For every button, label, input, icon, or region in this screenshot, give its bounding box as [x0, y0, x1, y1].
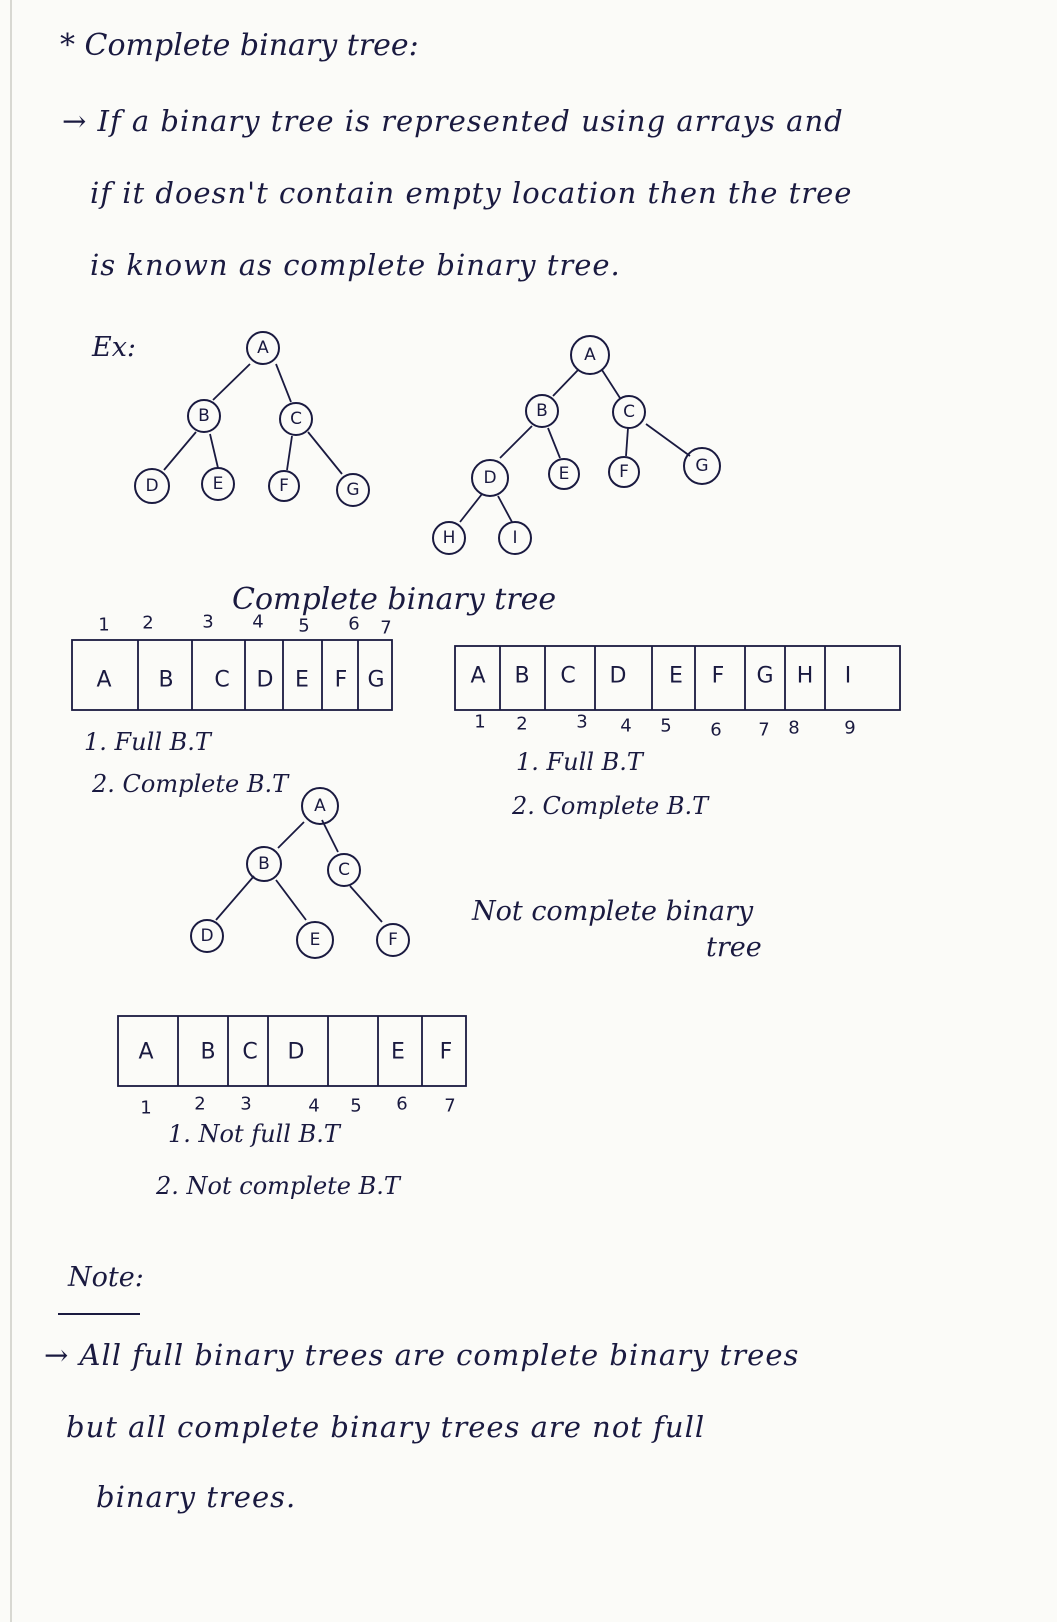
tree-1: [135, 332, 369, 506]
array-index: 1: [474, 711, 486, 733]
array-cell: H: [796, 663, 814, 689]
array-index: 5: [660, 715, 672, 737]
tree-2-node: [549, 459, 579, 489]
array-index: 6: [348, 613, 360, 635]
tree-1-node: [280, 403, 312, 435]
array-index: 7: [380, 617, 392, 639]
tree-3-node: [297, 922, 333, 958]
edge: [322, 820, 338, 852]
tree-2-node: [526, 395, 558, 427]
node-label: D: [145, 476, 159, 496]
edge: [498, 496, 512, 522]
array-cell: F: [711, 663, 725, 689]
array-index: 3: [576, 711, 588, 733]
tree-3-node: [328, 854, 360, 886]
edge: [350, 886, 382, 922]
node-label: A: [257, 338, 269, 358]
array-index: 1: [140, 1097, 152, 1119]
array-index: 3: [240, 1093, 252, 1115]
array-index: 6: [710, 719, 722, 741]
edge: [287, 436, 292, 470]
array-cell: D: [609, 663, 627, 689]
node-label: B: [198, 406, 210, 426]
tree-2-node: [613, 396, 645, 428]
definition-line-1: → If a binary tree is represented using arrays and: [62, 104, 844, 138]
tree-2-node: [472, 460, 508, 496]
node-label: D: [483, 468, 497, 488]
array-cell: E: [295, 667, 309, 693]
array-2: [455, 646, 900, 741]
array-cell: B: [514, 663, 530, 689]
section-caption: Complete binary tree: [232, 582, 557, 617]
edge: [602, 370, 620, 398]
array-index: 4: [252, 611, 264, 633]
node-label: E: [558, 464, 570, 484]
tree-1-prop-1: 1. Full B.T: [84, 728, 211, 756]
tree-2: [433, 336, 720, 554]
definition-line-2: if it doesn't contain empty location then the tree: [90, 176, 853, 210]
tree-1-node: [188, 400, 220, 432]
array-index: 6: [396, 1093, 408, 1115]
array-cell: B: [158, 667, 174, 693]
node-label: A: [584, 345, 596, 365]
node-label: A: [314, 796, 326, 816]
example-label: Ex:: [92, 332, 137, 363]
array-cell: I: [844, 663, 852, 689]
array-index: 3: [202, 611, 214, 633]
tree-1-node: [202, 468, 234, 500]
array-index: 7: [758, 719, 770, 741]
note-line-2: but all complete binary trees are not full: [66, 1410, 706, 1444]
edge: [500, 426, 532, 458]
array-cell: G: [367, 667, 385, 693]
tree-2-node: [499, 522, 531, 554]
node-label: F: [388, 930, 398, 950]
array-cell: E: [391, 1039, 405, 1065]
array-3: [118, 1016, 466, 1119]
edge: [646, 424, 690, 456]
node-label: I: [512, 528, 518, 548]
definition-line-3: is known as complete binary tree.: [90, 248, 621, 282]
edge: [626, 428, 628, 456]
edge: [213, 364, 250, 400]
array-index: 5: [350, 1095, 362, 1117]
node-label: F: [279, 476, 289, 496]
node-label: D: [200, 926, 214, 946]
edge: [460, 494, 482, 522]
node-label: C: [290, 409, 302, 429]
array-cell: C: [560, 663, 576, 689]
edge: [216, 876, 254, 920]
tree-2-prop-1: 1. Full B.T: [516, 748, 643, 776]
array-index: 2: [194, 1093, 206, 1115]
tree-1-node: [269, 471, 299, 501]
array-index: 2: [142, 612, 154, 634]
node-label: E: [212, 474, 224, 494]
node-label: H: [442, 528, 456, 548]
array-index: 1: [98, 614, 110, 636]
edge: [210, 434, 218, 468]
array-cell: D: [256, 667, 274, 693]
array-cell: E: [669, 663, 683, 689]
node-label: B: [258, 854, 270, 874]
array-cell: B: [200, 1039, 216, 1065]
tree-1-node: [135, 469, 169, 503]
edge: [278, 822, 304, 848]
tree-1-prop-2: 2. Complete B.T: [92, 770, 289, 798]
array-cell: A: [138, 1039, 154, 1065]
tree-3: [191, 788, 409, 958]
array-index: 7: [444, 1095, 456, 1117]
tree-2-node: [433, 522, 465, 554]
array-cell: G: [756, 663, 774, 689]
array-cell: D: [287, 1039, 305, 1065]
node-label: G: [695, 456, 709, 476]
tree-3-prop-2: 2. Not complete B.T: [156, 1172, 400, 1200]
array-index: 8: [788, 717, 800, 739]
array-cell: A: [470, 663, 486, 689]
node-label: E: [309, 930, 321, 950]
note-line-3: binary trees.: [96, 1480, 297, 1514]
node-label: C: [623, 402, 635, 422]
tree-3-caption-line-1: Not complete binary: [472, 896, 754, 927]
tree-3-prop-1: 1. Not full B.T: [168, 1120, 340, 1148]
node-label: B: [536, 401, 548, 421]
edge: [276, 364, 291, 402]
edge: [553, 370, 578, 396]
array-index: 5: [298, 615, 310, 637]
tree-1-node: [247, 332, 279, 364]
array-cell: F: [334, 667, 348, 693]
node-label: C: [338, 860, 350, 880]
tree-2-prop-2: 2. Complete B.T: [512, 792, 709, 820]
edge: [276, 880, 306, 920]
note-underline: [58, 1313, 140, 1315]
array-1: [72, 612, 392, 711]
tree-2-node: [684, 448, 720, 484]
page-title: * Complete binary tree:: [60, 28, 419, 63]
tree-3-caption-line-2: tree: [706, 932, 762, 963]
tree-1-node: [337, 474, 369, 506]
tree-3-node: [302, 788, 338, 824]
edge: [548, 428, 560, 458]
tree-3-node: [247, 847, 281, 881]
array-index: 2: [516, 713, 528, 735]
array-index: 4: [308, 1095, 320, 1117]
edge: [308, 432, 342, 474]
edge: [164, 432, 196, 470]
array-cell: F: [439, 1039, 453, 1065]
array-cell: C: [214, 667, 230, 693]
array-index: 4: [620, 715, 632, 737]
array-cell: A: [96, 667, 112, 693]
array-index: 9: [844, 717, 856, 739]
tree-3-node: [377, 924, 409, 956]
tree-2-node: [609, 457, 639, 487]
tree-3-node: [191, 920, 223, 952]
array-cell: C: [242, 1039, 258, 1065]
node-label: F: [619, 462, 629, 482]
note-line-1: → All full binary trees are complete binary trees: [44, 1338, 800, 1372]
node-label: G: [346, 480, 360, 500]
note-label: Note:: [68, 1262, 144, 1293]
tree-2-node: [571, 336, 609, 374]
